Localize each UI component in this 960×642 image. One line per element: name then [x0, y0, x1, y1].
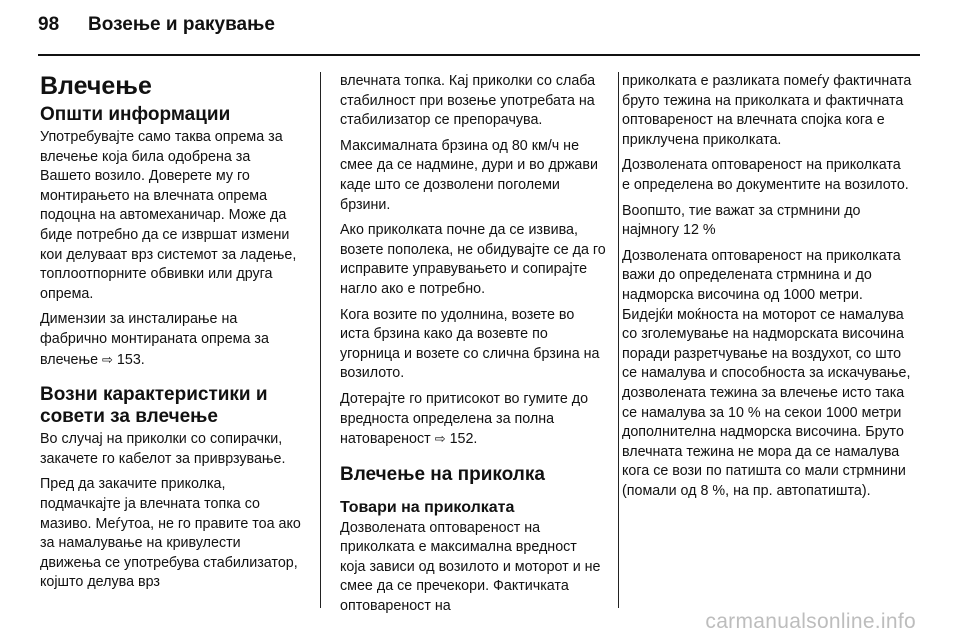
- paragraph: Дозволената оптовареност на приколката важи до определената стрмнина и до надморска височина од 1000 метри. Бидејќи моќноста на моторот се намалува со зголемување на надморската височина поради разретчување на воздухот, со што се намалува и способноста за искачување, дозволената тежина за влечење исто така се намалува за 10 % на секои 1000 метри дополнителна надморска височина. Бруто влечната тежина не мора да се намалува кога се вози по патишта со мали стрмнини (помали од 8 %, на пр. автопатишта).: [622, 247, 911, 499]
- paragraph: Во случај на приколки со сопирачки, закачете го кабелот за приврзување.: [40, 431, 286, 467]
- subsection-heading: Општи информации: [40, 104, 231, 125]
- paragraph: приколката е разликата помеѓу фактичната бруто тежина на приколката и фактичната оптовареност на влечната спојка кога е приклучена приколката.: [622, 73, 912, 148]
- watermark: carmanualsonline.info: [705, 610, 916, 633]
- section-heading: Влечење: [40, 72, 152, 100]
- paragraph: [40, 310, 302, 370]
- subsection-heading: Возни карактеристики и совети за влечење: [40, 384, 268, 428]
- paragraph-text: Дотерајте го притисокот во гумите до вредноста определена за полна натовареност: [340, 390, 589, 448]
- header-divider: [38, 54, 920, 56]
- paragraph: Ако приколката почне да се извива, возете пополека, не обидувајте се да го исправите управувањето и сопирајте нагло ако е потребно.: [340, 222, 606, 297]
- paragraph: Воопшто, тие важат за стрмнини до најмногу 12 %: [622, 202, 861, 239]
- column-3: [622, 72, 912, 507]
- paragraph: [340, 390, 606, 450]
- paragraph: Употребувајте само таква опрема за влечење која била одобрена за Вашето возило. Доверете му го монтирањето на влечната опрема подоцна на автомеханичар. Може да биде потребно да се извршат измени кои делуваат врз системот за ладење, топлоотпорните обвивки или друга опрема.: [40, 129, 297, 302]
- paragraph-text: Димензии за инсталирање на фабрично монтираната опрема за влечење: [40, 311, 269, 368]
- minor-heading: Товари на приколката: [340, 498, 515, 516]
- paragraph: Пред да закачите приколка, подмачкајте ја влечната топка со мазиво. Меѓутоа, не го правите тоа ако за намалување на кривулести движења се употребува стабилизатор, којшто делува врз: [40, 476, 301, 591]
- page-number: 98: [38, 14, 60, 35]
- page-ref-number[interactable]: 152.: [449, 431, 478, 448]
- paragraph: Дозволената оптовареност на приколката е определена во документите на возилото.: [622, 157, 909, 193]
- column-2: [340, 72, 606, 623]
- subsection-heading: Влечење на приколка: [340, 463, 545, 485]
- page-ref-icon: ⇨: [102, 351, 113, 367]
- paragraph: Максималната брзина од 80 км/ч не смее да се надмине, дури и во држави каде што се дозволени поголеми брзини.: [340, 137, 598, 213]
- column-divider: [618, 72, 619, 608]
- paragraph: Кога возите по удолнина, возете во иста брзина како да возевте по угорница и возете со слична брзина на возилото.: [340, 306, 600, 382]
- page-ref-number[interactable]: 153.: [116, 351, 145, 368]
- page-header: [38, 14, 275, 36]
- column-divider: [320, 72, 321, 608]
- paragraph: влечната топка. Кај приколки со слаба стабилност при возење употребата на стабилизатор се препорачува.: [340, 73, 596, 129]
- page-ref-icon: ⇨: [434, 431, 446, 447]
- paragraph: Дозволената оптовареност на приколката е максимална вредност која зависи од возилото и моторот и не смее да се пречекори. Фактичката оптовареност на: [340, 519, 601, 615]
- chapter-title: Возење и ракување: [88, 14, 275, 35]
- column-1: [40, 72, 302, 599]
